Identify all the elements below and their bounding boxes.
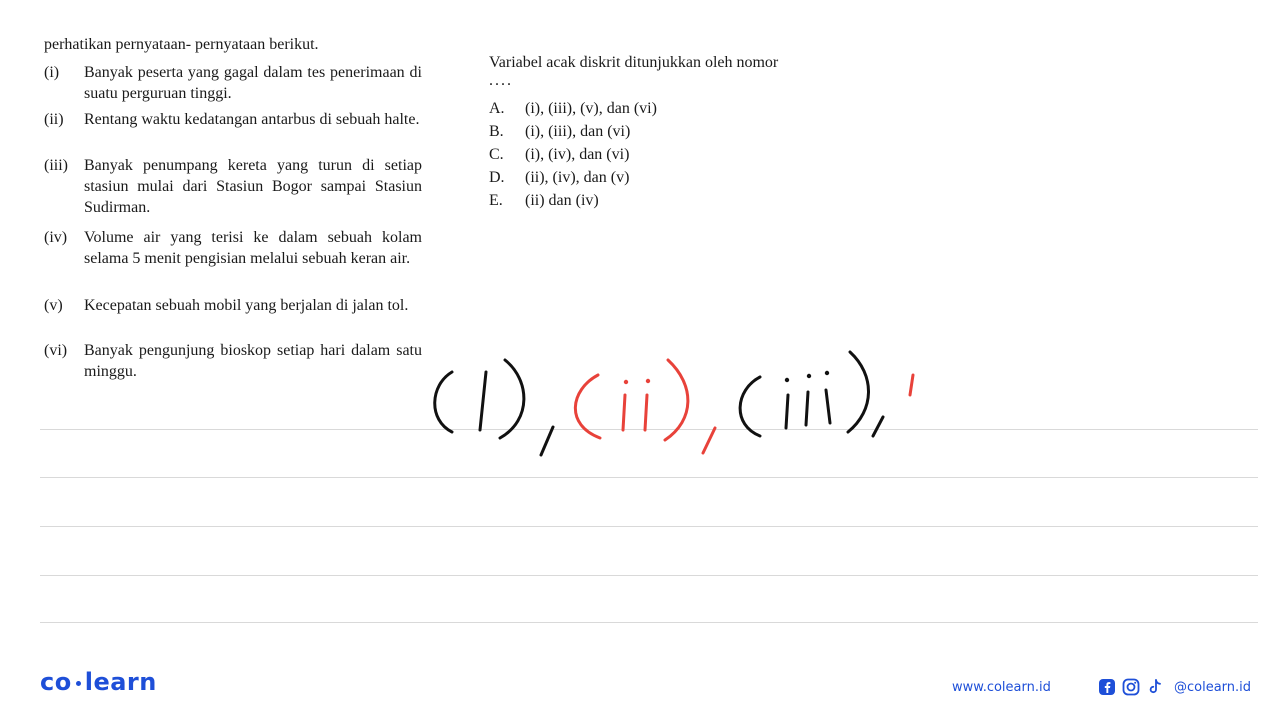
handwritten-dot bbox=[785, 378, 789, 382]
website-link[interactable]: www.colearn.id bbox=[952, 680, 1051, 695]
logo-text-right: learn bbox=[84, 668, 157, 696]
handwritten-stroke bbox=[703, 428, 715, 453]
facebook-icon[interactable] bbox=[1098, 678, 1116, 696]
handwritten-stroke bbox=[786, 395, 788, 428]
handwritten-stroke bbox=[623, 395, 625, 430]
option-text: (i), (iii), (v), dan (vi) bbox=[525, 100, 657, 117]
tiktok-icon[interactable] bbox=[1146, 678, 1164, 696]
logo-dot bbox=[76, 681, 81, 686]
social-links bbox=[1098, 678, 1251, 696]
statement-text: Kecepatan sebuah mobil yang berjalan di jalan tol. bbox=[84, 297, 409, 314]
statement-text: Rentang waktu kedatangan antarbus di sebuah halte. bbox=[84, 111, 420, 128]
option-letter: B. bbox=[489, 123, 504, 140]
handwritten-dot bbox=[825, 371, 829, 375]
option-letter: C. bbox=[489, 146, 504, 163]
statement-number: (vi) bbox=[44, 342, 68, 359]
option-letter: A. bbox=[489, 100, 505, 117]
statement-number: (ii) bbox=[44, 111, 64, 128]
option-letter: D. bbox=[489, 169, 505, 186]
instagram-icon[interactable] bbox=[1122, 678, 1140, 696]
handwritten-stroke bbox=[575, 375, 600, 438]
handwritten-stroke bbox=[873, 417, 883, 436]
option-text: (ii), (iv), dan (v) bbox=[525, 169, 630, 186]
colearn-logo bbox=[40, 668, 157, 696]
question-dots: .... bbox=[489, 72, 513, 89]
statement-number: (iv) bbox=[44, 229, 68, 246]
handwritten-stroke bbox=[740, 377, 760, 436]
handwritten-stroke bbox=[910, 375, 913, 395]
statement-text: Banyak penumpang kereta yang turun di setiap stasiun mulai dari Stasiun Bogor sampai Stasiun Sudirman. bbox=[84, 157, 422, 216]
handwritten-stroke bbox=[480, 372, 486, 430]
logo-text-left: co bbox=[40, 668, 72, 696]
handwritten-stroke bbox=[645, 395, 647, 430]
handwritten-stroke bbox=[826, 390, 830, 423]
handwritten-stroke bbox=[665, 360, 688, 440]
statement-text: Volume air yang terisi ke dalam sebuah kolam selama 5 menit pengisian melalui sebuah keran air. bbox=[84, 229, 422, 267]
option-text: (ii) dan (iv) bbox=[525, 192, 599, 209]
handwritten-dot bbox=[624, 380, 628, 384]
statement-text: Banyak pengunjung bioskop setiap hari dalam satu minggu. bbox=[84, 342, 422, 380]
handwritten-stroke bbox=[500, 360, 524, 438]
handwritten-stroke bbox=[435, 372, 452, 432]
problem-intro: perhatikan pernyataan- pernyataan berikut. bbox=[44, 36, 319, 53]
option-letter: E. bbox=[489, 192, 503, 209]
handwritten-dot bbox=[807, 374, 811, 378]
question-text: Variabel acak diskrit ditunjukkan oleh nomor bbox=[489, 54, 779, 71]
statement-number: (iii) bbox=[44, 157, 68, 174]
statement-number: (v) bbox=[44, 297, 63, 314]
statement-text: Banyak peserta yang gagal dalam tes penerimaan di suatu perguruan tinggi. bbox=[84, 64, 422, 102]
statement-number: (i) bbox=[44, 64, 60, 81]
handwritten-stroke bbox=[806, 392, 808, 425]
option-text: (i), (iii), dan (vi) bbox=[525, 123, 631, 140]
handwritten-stroke bbox=[848, 352, 869, 432]
option-text: (i), (iv), dan (vi) bbox=[525, 146, 630, 163]
handwritten-stroke bbox=[541, 427, 553, 455]
social-handle[interactable]: @colearn.id bbox=[1174, 679, 1252, 695]
handwritten-dot bbox=[646, 379, 650, 383]
